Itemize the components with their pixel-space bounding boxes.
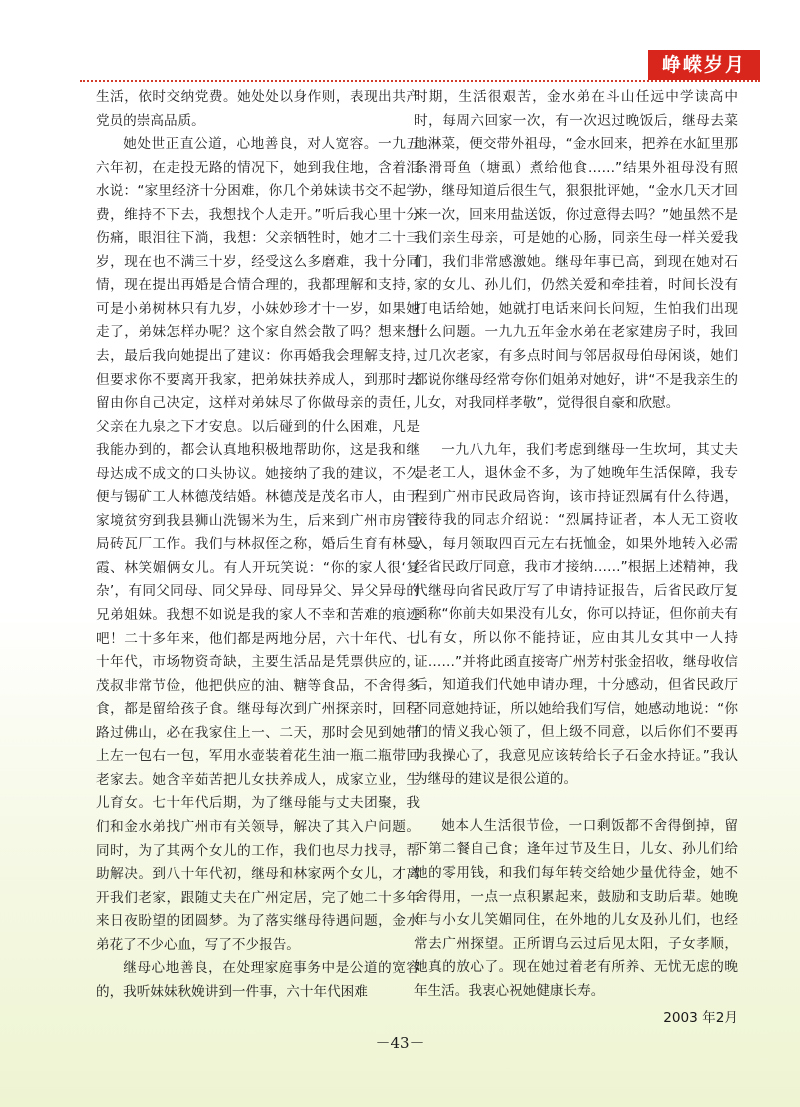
paragraph: 一九八九年，我们考虑到继母一生坎坷，其丈夫是老工人，退休金不多，为了她晚年生活保障，我专程到广州市民政局咨询，该市持证烈属有什么待遇，接待我的同志介绍说：“烈属持证者，本人无工资收入，每月领取四百元左右抚恤金，如果外地转入必需经省民政厅同意，我市才接纳……”根据上述精神，我代继母向省民政厅写了申请持证报告，后省民政厅复函称“你前夫如果没有儿女，你可以持证，但你前夫有儿有女，所以你不能持证，应由其儿女其中一人持证……”并将此函直接寄广州芳村张金招收，继母收信后，知道我们代她申请办理，十分感动，但省民政厅不同意她持证，所以她给我们写信，她感动地说：“你们的情义我心领了，但上级不同意，以后你们不要再为我操心了，我意见应该转给长子石金水持证。”我认为继母的建议是很公道的。 [414,441,738,788]
right-column [414,86,738,1031]
paragraph: 她本人生活很节俭，一口剩饭都不舍得倒掉，留下第二餐自己食；逢年过节及生日，儿女、孙儿们给她的零用钱，和我们每年转交给她少量优待金，她不舍得用，一点一点积累起来，鼓励和支助后辈。她晚年与小女儿笑媚同住，在外地的儿女及孙儿们，也经常去广州探望。正所谓乌云过后见太阳，子女孝顺，她真的放心了。现在她过着老有所养、无忧无虑的晚年生活。我衷心祝她健康长寿。 [414,817,738,999]
left-column [96,86,420,1004]
header-rule [80,80,760,82]
paragraph: 她处世正直公道，心地善良，对人宽容。一九五六年初，在走投无路的情况下，她到我住地，含着泪水说：“家里经济十分困难，你几个弟妹读书交不起学费，维持不下去，我想找个人走开。”听后我心里十分伤痛，眼泪往下淌，我想：父亲牺牲时，她才二十三岁，现在也不满三十岁，经受这么多磨难，我十分同情，现在提出再婚是合情合理的，我都理解和支持，可是小弟树林只有九岁，小妹妙珍才十一岁，如果她走了，弟妹怎样办呢？这个家自然会散了吗？想来想去，最后我向她提出了建议：你再婚我会理解支持，但要求你不要离开我家，把弟妹扶养成人，到那时去留由你自己决定，这样对弟妹尽了你做母亲的责任，父亲在九泉之下才安息。以后碰到的什么困难，凡是我能办到的，都会认真地积极地帮助你，这是我和继母达成不成文的口头协议。她接纳了我的建议，不久便与锡矿工人林德茂结婚。林德茂是茂名市人，由于家境贫穷到我县狮山洗锡米为生，后来到广州市房管局砖瓦厂工作。我们与林叔侄之称，婚后生育有林曼霞、林笑媚俩女儿。有人开玩笑说：“你的家人很‘复杂’，有同父同母、同父异母、同母异父、异父异母的兄弟姐妹。我想不如说是我的家人不幸和苦难的痕迹吧！二十多年来，他们都是两地分居，六十年代、七十年代，市场物资奇缺，主要生活品是凭票供应的，茂叔非常节俭，他把供应的油、糖等食品，不舍得多食，都是留给孩子食。继母每次到广州探亲时，回程路过佛山，必在我家住上一、二天，那时会见到她带上左一包右一包，军用水壶装着花生油一瓶二瓶带回老家去。她含辛茹苦把儿女扶养成人，成家立业，生儿育女。七十年代后期，为了继母能与丈夫团聚，我们和金水弟找广州市有关领导，解决了其入户问题。同时，为了其两个女儿的工作，我们也尽力找寻，帮助解决。到八十年代初，继母和林家两个女儿，才离开我们老家，跟随丈夫在广州定居，完了她二十多年来日夜盼望的团圆梦。为了落实继母待遇问题，金水弟花了不少心血，写了不少报告。 [96,136,420,953]
page-number: －43－ [375,1034,425,1052]
date: 2003 年2月 [663,1010,738,1027]
section-tag: 峥嵘岁月 [648,50,760,80]
paragraph: 时期，生活很艰苦，金水弟在斗山任远中学读高中时，每周六回家一次，有一次迟过晚饭后，继母去菜地淋菜，便交带外祖母，“金水回来，把养在水缸里那条滑哥鱼（塘虱）煮给他食……”结果外祖母没有照办，继母知道后很生气，狠狠批评她，“金水几天才回来一次，回来用盐送饭，你过意得去吗？”她虽然不是我们亲生母亲，可是她的心肠，同亲生母一样关爱我们，我们非常感激她。继母年事已高，到现在她对石家的女儿、孙儿们，仍然关爱和牵挂着，时间长没有打电话给她，她就打电话来问长问短，生怕我们出现什么问题。一九九五年金水弟在老家建房子时，我回过几次老家，有多点时间与邻居叔母伯母闲谈，她们都说你继母经常夸你们姐弟对她好，讲“不是我亲生的儿女，对我同样孝敬”，觉得很自豪和欣慰。 [414,89,738,412]
paragraph: 继母心地善良，在处理家庭事务中是公道的宽容的，我听妹妹秋娩讲到一件事，六十年代困难 [96,960,420,1000]
paragraph: 生活，依时交纳党费。她处处以身作则，表现出共产党员的崇高品质。 [96,89,420,129]
